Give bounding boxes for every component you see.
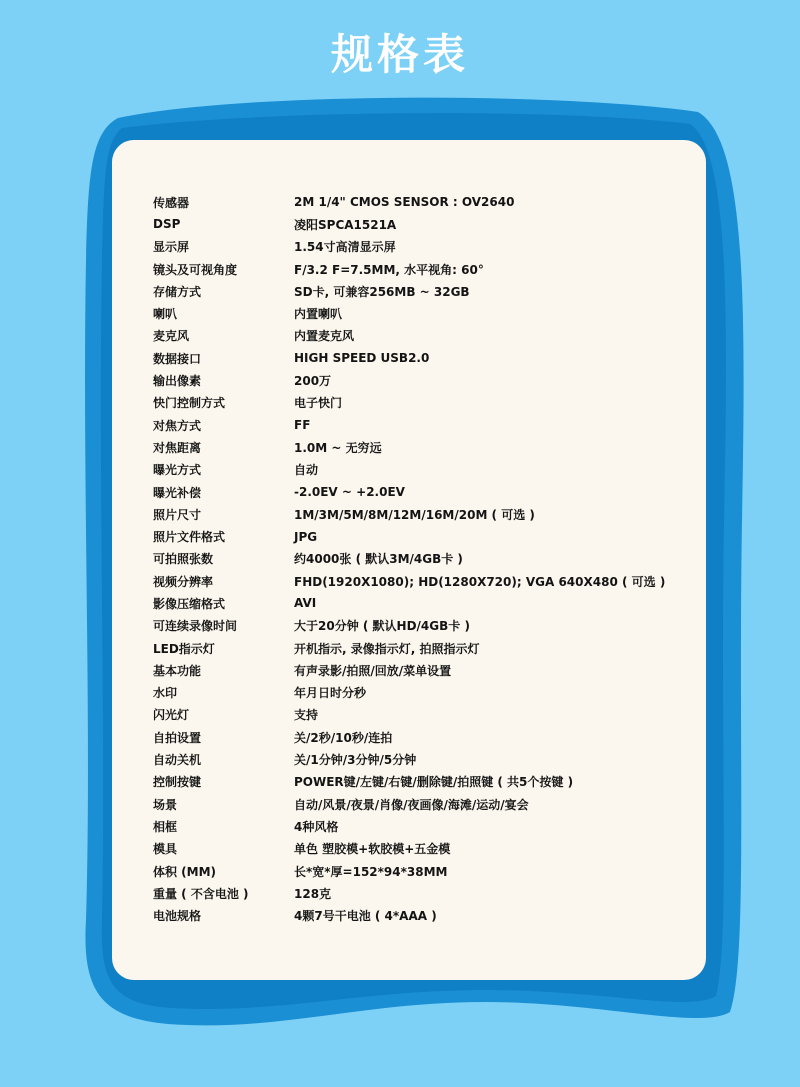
spec-label: 显示屏 [153,240,190,255]
spec-label: 基本功能 [153,663,202,678]
spec-value: AVI [294,596,317,611]
spec-label: 快门控制方式 [153,396,226,411]
spec-label: 曝光补偿 [153,485,202,500]
spec-row-video-format [153,592,753,614]
spec-label: 体积 (MM) [153,864,217,879]
spec-value: 电子快门 [294,396,343,411]
spec-row-auto-off [153,748,753,770]
spec-value: 约4000张 ( 默认3M/4GB卡 ) [294,552,463,567]
spec-value: 开机指示, 录像指示灯, 拍照指示灯 [294,641,480,656]
spec-label: 自拍设置 [153,730,202,745]
spec-label: 控制按键 [153,775,202,790]
spec-row-shutter [153,392,753,414]
spec-label: 自动关机 [153,753,202,768]
spec-value: 1.54寸高清显示屏 [294,240,396,255]
spec-value: 有声录影/拍照/回放/菜单设置 [294,663,452,678]
page-title: 规格表 [330,30,469,79]
spec-label: 麦克风 [153,329,190,344]
spec-value: FHD(1920X1080); HD(1280X720); VGA 640X480 ( 可选 ) [294,574,666,589]
spec-row-exposure-comp [153,481,753,503]
spec-row-lens [153,258,753,280]
spec-value: 支持 [294,708,319,723]
spec-label: 模具 [153,842,178,857]
spec-value: 1.0M ~ 无穷远 [294,440,382,455]
spec-label: 输出像素 [153,374,202,389]
spec-label: 存储方式 [153,284,202,299]
spec-label: DSP [153,217,181,232]
spec-label: 对焦方式 [153,418,202,433]
spec-label: 照片文件格式 [153,530,226,545]
spec-label: 场景 [153,797,178,812]
spec-value: 长*宽*厚=152*94*38MM [294,864,448,879]
spec-table [153,191,753,927]
spec-value: JPG [294,529,318,544]
spec-value: 凌阳SPCA1521A [294,217,397,232]
spec-value: 内置麦克风 [294,329,355,344]
spec-label: 曝光方式 [153,463,202,478]
spec-value: 4颗7号干电池 ( 4*AAA ) [294,909,437,924]
spec-row-photo-count [153,548,753,570]
spec-value: 200万 [294,374,332,389]
spec-row-record-time [153,615,753,637]
spec-row-battery [153,905,753,927]
spec-label: 可拍照张数 [153,552,214,567]
spec-row-dimensions [153,860,753,882]
spec-row-sensor [153,191,753,213]
spec-row-photo-size [153,503,753,525]
spec-label: 对焦距离 [153,440,202,455]
spec-value: 2M 1/4" CMOS SENSOR : OV2640 [294,195,515,210]
spec-value: 关/1分钟/3分钟/5分钟 [294,753,417,768]
spec-row-speaker [153,302,753,324]
spec-row-flash [153,704,753,726]
spec-row-self-timer [153,726,753,748]
spec-label: 视频分辨率 [153,574,214,589]
spec-value: F/3.2 F=7.5MM, 水平视角: 60° [294,262,484,277]
spec-row-storage [153,280,753,302]
spec-label: 影像压缩格式 [153,596,226,611]
spec-value: 自动 [294,463,319,478]
spec-row-basic-functions [153,659,753,681]
spec-row-weight [153,882,753,904]
spec-label: 水印 [153,686,178,701]
spec-value: 年月日时分秒 [294,686,367,701]
spec-label: 相框 [153,819,178,834]
spec-row-led [153,637,753,659]
spec-value: POWER键/左键/右键/删除键/拍照键 ( 共5个按键 ) [294,775,574,790]
spec-value: FF [294,418,311,433]
spec-row-watermark [153,682,753,704]
spec-label: 照片尺寸 [153,507,202,522]
spec-label: 重量 ( 不含电池 ) [153,886,249,901]
spec-row-display [153,236,753,258]
spec-row-pixels [153,369,753,391]
spec-value: 大于20分钟 ( 默认HD/4GB卡 ) [294,619,470,634]
spec-value: -2.0EV ~ +2.0EV [294,485,405,499]
spec-value: 自动/风景/夜景/肖像/夜画像/海滩/运动/宴会 [294,797,529,812]
spec-row-microphone [153,325,753,347]
spec-value: 关/2秒/10秒/连拍 [294,730,393,745]
spec-value: 128克 [294,886,332,901]
spec-row-focus-distance [153,436,753,458]
spec-label: 数据接口 [153,351,202,366]
spec-value: SD卡, 可兼容256MB ~ 32GB [294,284,470,299]
spec-row-scenes [153,793,753,815]
spec-label: 喇叭 [153,307,178,322]
spec-row-focus-mode [153,414,753,436]
spec-label: 闪光灯 [153,708,190,723]
spec-label: LED指示灯 [153,641,215,656]
spec-row-buttons [153,771,753,793]
spec-label: 镜头及可视角度 [153,262,238,277]
spec-value: 1M/3M/5M/8M/12M/16M/20M ( 可选 ) [294,507,535,522]
spec-row-exposure-mode [153,459,753,481]
spec-label: 可连续录像时间 [153,619,238,634]
spec-row-video-resolution [153,570,753,592]
spec-row-dsp [153,213,753,235]
spec-label: 传感器 [153,195,190,210]
spec-value: 单色 塑胶模+软胶模+五金模 [294,842,451,857]
spec-row-mold [153,838,753,860]
spec-row-photo-frames [153,815,753,837]
spec-row-photo-format [153,525,753,547]
spec-value: HIGH SPEED USB2.0 [294,351,430,366]
spec-value: 内置喇叭 [294,307,343,322]
spec-row-data-port [153,347,753,369]
spec-value: 4种风格 [294,819,339,834]
spec-label: 电池规格 [153,909,202,924]
